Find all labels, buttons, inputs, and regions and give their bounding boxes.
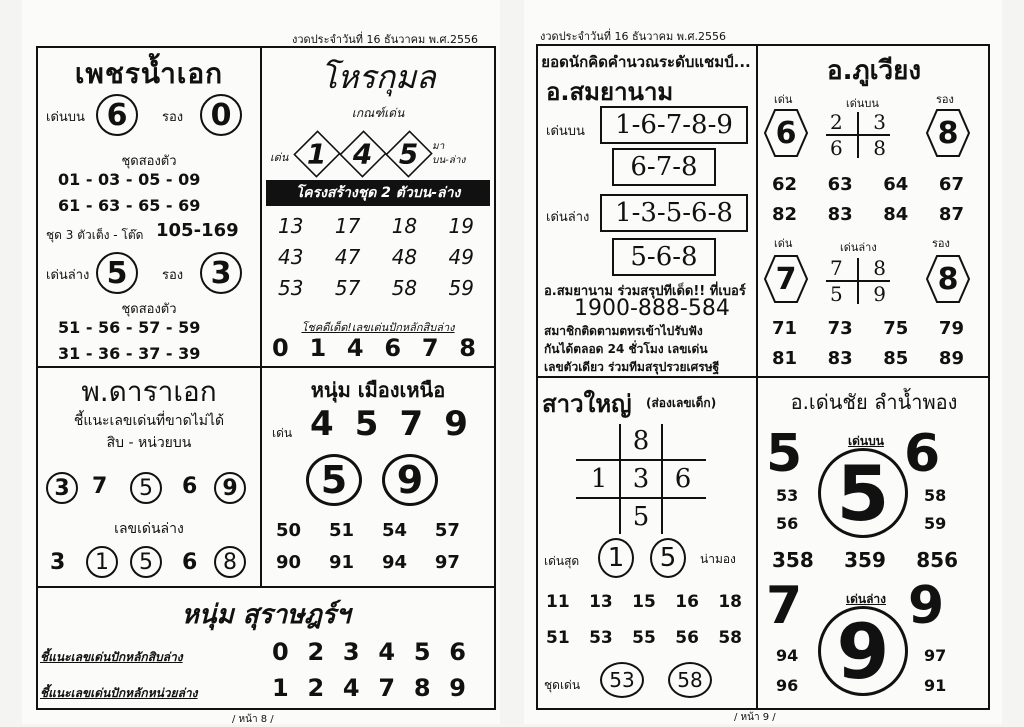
phu-row: [772, 204, 964, 225]
horakun-grid-row: [278, 245, 474, 269]
horakun-title: โหรกุมล: [320, 58, 436, 96]
horakun-digit-diamond: 5: [385, 130, 432, 177]
denchai-top-right: 6: [904, 424, 941, 484]
horakun-num: 58: [391, 276, 418, 300]
lucky-digit: 1: [309, 334, 329, 362]
samya-headline: ยอดนักคิดคำนวณระดับแชมป์...: [541, 53, 751, 71]
lucky-digit: 7: [421, 334, 441, 362]
surat-digit: 0: [272, 638, 289, 666]
surat-digit: 7: [378, 674, 396, 702]
samya-phone: 1900-888-584: [574, 296, 730, 321]
phu-fraction: [826, 110, 890, 160]
phu-top-label: เด่นบน: [846, 97, 879, 110]
north-title: หนุ่ม เมืองเหนือ: [310, 378, 446, 402]
surat-digit: 4: [378, 638, 396, 666]
denchai-num: 856: [916, 548, 958, 572]
phu-num: 62: [772, 174, 798, 195]
north-num: 51: [328, 520, 355, 541]
phu-low-hex: [764, 254, 808, 304]
sao-num: 15: [632, 592, 656, 612]
dara-circle: 9: [214, 472, 246, 504]
horakun-grid-row: [278, 276, 474, 300]
north-digit: 7: [399, 404, 424, 444]
phu-num: 67: [938, 174, 964, 195]
dara-low-label: เลขเด่นล่าง: [114, 521, 184, 537]
sao-row: [546, 628, 742, 648]
dara-digit: 6: [182, 474, 198, 499]
lucky-digit: 4: [346, 334, 366, 362]
north-digits: [310, 404, 468, 444]
north-ten-label: เด่น: [272, 426, 293, 440]
dara-circle: 3: [46, 472, 78, 504]
phu-num: 75: [883, 318, 909, 339]
phu-num: 71: [772, 318, 798, 339]
north-num: 97: [434, 552, 460, 573]
phet-pairs-label: ชุดสองตัว: [121, 154, 177, 169]
phet-title: เพชรน้ำเอก: [74, 57, 224, 90]
north-num: 94: [381, 552, 407, 573]
surat-line1-digits: [272, 638, 466, 666]
dara-digit: 6: [182, 550, 198, 575]
hexagon-icon: [764, 108, 808, 158]
north-row: [276, 520, 460, 541]
phet-pairs-row: 01 - 03 - 05 - 09: [58, 170, 201, 189]
lucky-digit: 8: [459, 334, 478, 362]
north-digit: 5: [354, 404, 379, 444]
north-row: [276, 552, 460, 573]
surat-digit: 5: [413, 638, 431, 666]
sao-num: 11: [546, 592, 570, 612]
phu-title: อ.ภูเวียง: [826, 56, 922, 86]
denchai-num: 359: [844, 548, 886, 572]
phu-num: 83: [827, 204, 853, 225]
phet-rong-label: รอง: [162, 110, 184, 125]
surat-line2-digits: [272, 674, 466, 702]
phu-hex-digit: 6: [775, 115, 797, 151]
sao-best-circle: 5: [650, 538, 686, 578]
phu-num: 63: [827, 174, 853, 195]
surat-digit: 2: [307, 674, 325, 702]
phet-top-label: เด่นบน: [46, 110, 85, 125]
horakun-side-label: มา บน-ล่าง: [432, 141, 466, 166]
denchai-side: 59: [924, 514, 947, 533]
denchai-mid-row: [772, 548, 958, 572]
surat-line2-label: ชี้แนะเลขเด่นปักหลักหน่วยล่าง: [40, 686, 198, 700]
phet-top-circle: 6: [96, 94, 138, 136]
phet-three-label: ชุด 3 ตัวเต็ง - โต๊ด: [46, 228, 144, 242]
phet-rong-circle: 0: [200, 94, 242, 136]
denchai-side: 58: [924, 486, 947, 505]
dara-circle: 5: [130, 546, 162, 578]
sao-grid-mid: 3: [632, 464, 650, 494]
phu-ten-label: เด่น: [774, 93, 793, 106]
sao-num: 53: [589, 628, 613, 648]
phet-pairs-row: 61 - 63 - 65 - 69: [58, 196, 201, 215]
phet-pairs2-row: 51 - 56 - 57 - 59: [58, 318, 201, 337]
denchai-low-label: เด่นล่าง: [845, 592, 887, 606]
phu-rong-hex: [926, 108, 970, 158]
phu-num: 84: [883, 204, 909, 225]
phu-num: 87: [938, 204, 964, 225]
phu-hex: [764, 108, 808, 158]
sao-num: 56: [675, 628, 699, 648]
denchai-top-center: 5: [818, 448, 908, 538]
horakun-num: 53: [278, 276, 304, 300]
surat-digit: 8: [413, 674, 431, 702]
sao-grid-top: 8: [632, 426, 650, 456]
horakun-num: 17: [334, 214, 361, 238]
surat-digit: 2: [307, 638, 325, 666]
samya-promo1: อ.สมยานาม ร่วมสรุปทีเด็ด!! ที่เบอร์: [544, 284, 746, 299]
frac-digit: 5: [830, 282, 843, 306]
sao-sub: (ส่องเลขเด็ก): [646, 396, 717, 410]
frac-digit: 7: [830, 256, 843, 280]
phu-ten-label2: เด่น: [774, 237, 793, 250]
horakun-num: 18: [391, 214, 418, 238]
surat-digit: 1: [272, 674, 289, 702]
header-left: งวดประจำวันที่ 16 ธันวาคม พ.ศ.2556: [292, 33, 478, 46]
phet-low-rong-label: รอง: [162, 268, 184, 283]
samya-top-sub: 6-7-8: [612, 148, 716, 186]
phu-num: 73: [827, 318, 853, 339]
denchai-side: 56: [776, 514, 799, 533]
sao-best-circle: 1: [598, 538, 634, 578]
horakun-num: 48: [391, 245, 418, 269]
phu-num: 82: [772, 204, 798, 225]
header-right: งวดประจำวันที่ 16 ธันวาคม พ.ศ.2556: [540, 30, 726, 43]
sao-set-circle: 58: [668, 662, 712, 698]
sao-grid-mid: 6: [674, 464, 692, 494]
phet-low-circle: 5: [96, 252, 138, 294]
surat-line1-label: ชี้แนะเลขเด่นปักหลักสิบล่าง: [40, 650, 183, 664]
phet-three-value: 105-169: [156, 220, 239, 241]
phet-low-rong-circle: 3: [200, 252, 242, 294]
dara-title: พ.ดาราเอก: [81, 375, 217, 408]
frac-digit: 2: [830, 110, 843, 134]
sao-set-circle: 53: [600, 662, 644, 698]
samya-top-run: 1-6-7-8-9: [600, 106, 748, 144]
horakun-banner: โครงสร้างชุด 2 ตัวบน-ล่าง: [266, 180, 490, 206]
phu-rong-label: รอง: [936, 93, 954, 106]
horakun-digit-diamond: 1: [293, 130, 340, 177]
horakun-num: 19: [448, 214, 474, 238]
sao-set-label: ชุดเด่น: [544, 678, 581, 692]
lucky-digit: 0: [272, 334, 291, 362]
phet-pairs2-label: ชุดสองตัว: [121, 302, 177, 317]
samya-low-run: 1-3-5-6-8: [600, 194, 748, 232]
denchai-side: 53: [776, 486, 799, 505]
frac-digit: 8: [873, 256, 886, 280]
north-digit: 9: [444, 404, 468, 444]
surat-digit: 4: [342, 674, 360, 702]
north-num: 54: [381, 520, 407, 541]
denchai-side: 91: [924, 676, 947, 695]
horakun-lucky-label: โชคดีเด็ด!เลขเด่นปักหลักสิบล่าง: [301, 321, 455, 334]
surat-digit: 6: [449, 638, 466, 666]
samya-low-sub: 5-6-8: [612, 238, 716, 276]
horakun-num: 13: [278, 214, 304, 238]
north-big-circle: 9: [382, 454, 438, 506]
horakun-grid-row: [278, 214, 474, 238]
north-num: 91: [328, 552, 355, 573]
samya-promo4: เลขตัวเดียว ร่วมทีมสรุปรวยเศรษฐี: [544, 360, 720, 374]
dara-digit: 7: [92, 474, 108, 499]
sao-grid-bot: 5: [632, 502, 650, 532]
horakun-lucky-digits: [272, 334, 478, 362]
north-big-circle: 5: [306, 454, 362, 506]
frac-digit: 8: [873, 136, 886, 160]
phu-low-rong-hex: [926, 254, 970, 304]
dara-circle: 1: [86, 546, 118, 578]
denchai-side: 94: [776, 646, 799, 665]
denchai-num: 358: [772, 548, 814, 572]
footer-left: / หน้า 8 /: [232, 714, 274, 725]
denchai-title: อ.เด่นชัย ลำน้ำพอง: [790, 390, 958, 414]
samya-promo3: กันได้ตลอด 24 ชั่วโมง เลขเด่น: [544, 342, 708, 356]
north-num: 50: [276, 520, 302, 541]
phet-pairs2-row: 31 - 36 - 37 - 39: [58, 344, 201, 363]
surat-digit: 9: [449, 674, 466, 702]
dara-line2: สิบ - หน่วยบน: [106, 435, 192, 451]
dara-digit: 3: [50, 550, 66, 575]
phu-num: 83: [827, 348, 853, 369]
frac-digit: 6: [830, 136, 843, 160]
phu-num: 89: [938, 348, 964, 369]
sao-title: สาวใหญ่: [542, 390, 632, 418]
denchai-low-left: 7: [766, 576, 803, 636]
sao-num: 16: [675, 592, 699, 612]
dara-circle: 5: [130, 472, 162, 504]
phu-num: 81: [772, 348, 798, 369]
phu-low-label: เด่นล่าง: [840, 241, 877, 254]
horakun-num: 59: [448, 276, 474, 300]
denchai-side: 97: [924, 646, 947, 665]
lucky-digit: 6: [384, 334, 404, 362]
phu-row: [772, 174, 964, 195]
phu-num: 85: [883, 348, 909, 369]
samya-low-label: เด่นล่าง: [546, 210, 590, 225]
phu-num: 79: [938, 318, 964, 339]
phu-rong-label2: รอง: [932, 237, 950, 250]
sao-best-side: น่ามอง: [700, 552, 736, 566]
denchai-low-center: 9: [818, 606, 908, 696]
hexagon-icon: [926, 108, 970, 158]
phu-low-row: [772, 318, 964, 339]
hexagon-icon: [926, 254, 970, 304]
phu-low-row: [772, 348, 964, 369]
frac-digit: 3: [873, 110, 886, 134]
samya-top-label: เด่นบน: [546, 124, 585, 139]
horakun-num: 49: [448, 245, 474, 269]
surat-title: หนุ่ม สุราษฎร์ฯ: [181, 600, 351, 630]
phu-hex-digit: 8: [937, 261, 959, 297]
phet-low-label: เด่นล่าง: [46, 268, 90, 283]
dara-line1: ชี้แนะเลขเด่นที่ขาดไม่ได้: [73, 413, 225, 429]
sao-num: 51: [546, 628, 570, 648]
sao-num: 13: [589, 592, 613, 612]
footer-right: / หน้า 9 /: [734, 712, 776, 723]
horakun-ten-label: เด่น: [270, 151, 289, 164]
sao-row: [546, 592, 742, 612]
denchai-top-label: เด่นบน: [848, 434, 884, 448]
sao-num: 55: [632, 628, 656, 648]
horakun-num: 47: [334, 245, 361, 269]
horakun-num: 57: [334, 276, 361, 300]
horakun-digit-diamond: 4: [339, 130, 386, 177]
sao-grid-mid: 1: [590, 464, 608, 494]
sao-best-label: เด่นสุด: [544, 554, 580, 568]
horakun-sub: เกณฑ์เด่น: [351, 106, 405, 120]
denchai-low-right: 9: [908, 576, 945, 636]
sao-num: 58: [718, 628, 742, 648]
phu-hex-digit: 8: [937, 115, 959, 151]
denchai-side: 96: [776, 676, 799, 695]
surat-digit: 3: [342, 638, 360, 666]
denchai-top-left: 5: [766, 424, 803, 484]
hexagon-icon: [764, 254, 808, 304]
north-num: 90: [276, 552, 302, 573]
phu-low-fraction: [826, 256, 890, 306]
samya-name: อ.สมยานาม: [546, 78, 674, 106]
samya-promo2: สมาชิกติดตามตทรเข้าไปรับฟัง: [544, 324, 703, 338]
north-digit: 4: [310, 404, 334, 444]
sao-num: 18: [718, 592, 742, 612]
phu-hex-digit: 7: [775, 261, 797, 297]
dara-circle: 8: [214, 546, 246, 578]
phu-num: 64: [883, 174, 909, 195]
horakun-num: 43: [278, 245, 304, 269]
north-num: 57: [434, 520, 460, 541]
frac-digit: 9: [873, 282, 886, 306]
